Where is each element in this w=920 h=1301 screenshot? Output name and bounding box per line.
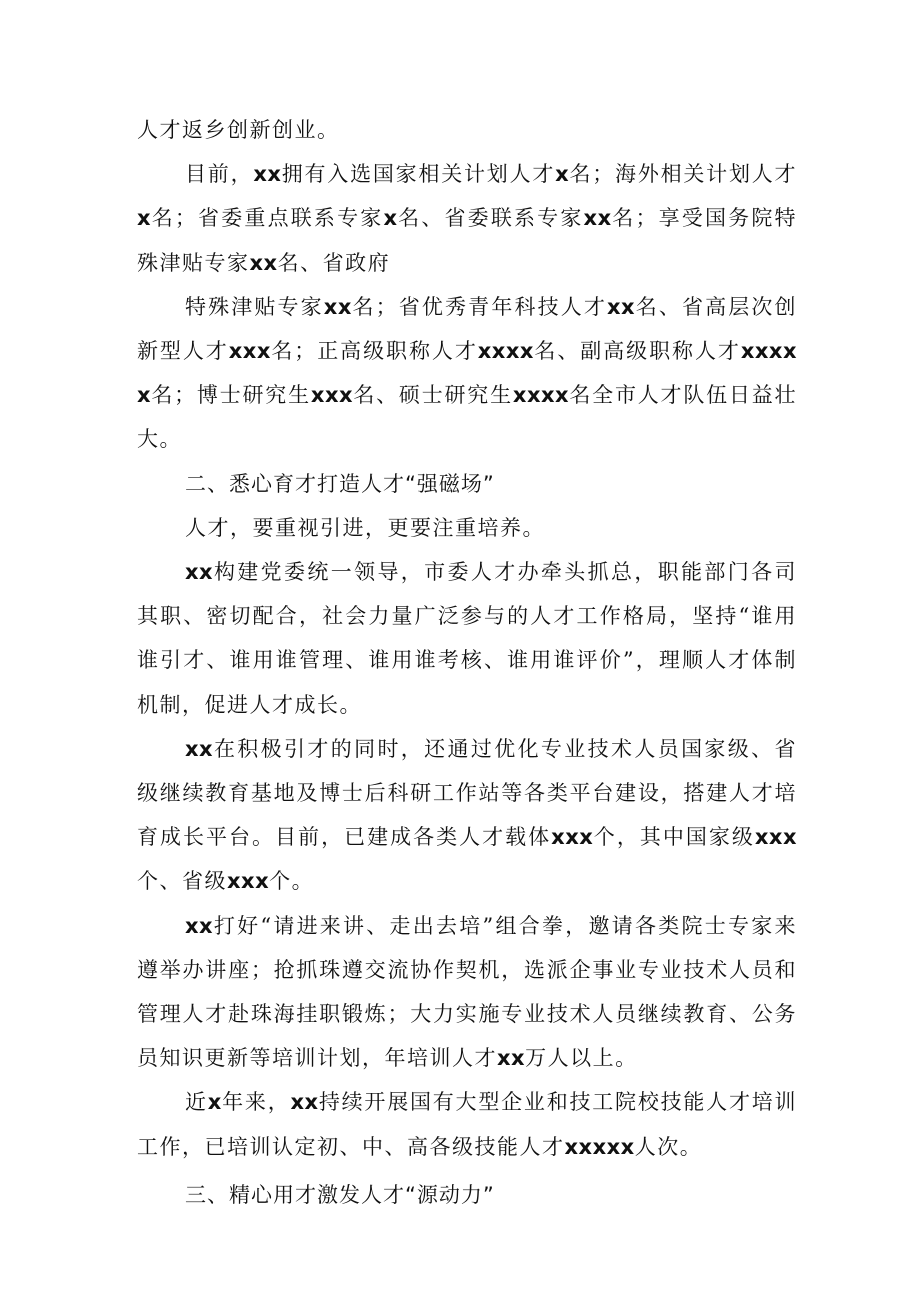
body-paragraph [137,285,797,462]
placeholder-value: xxxx [512,383,570,408]
placeholder-value: xx [253,162,282,187]
text-run: 近 [185,1090,208,1115]
placeholder-value: xx [606,294,636,319]
document-body [137,108,797,1217]
text-run: 个，其中国家级 [593,825,755,850]
placeholder-value: xxxxx [137,339,798,408]
body-paragraph [137,152,797,285]
placeholder-value: xx [185,560,214,585]
text-run: 个、省级 [137,869,227,894]
section-heading [137,462,797,506]
text-run: 名；博士研究生 [151,383,311,408]
placeholder-value: xx [185,913,214,938]
placeholder-value: xxxx [477,339,534,364]
text-run: 持续开展国有大型企业和技工院校技能人才培训工作，已培训认定初、中、高各级技能人才 [137,1090,798,1159]
placeholder-value: xx [249,250,278,275]
placeholder-value: xx [185,736,214,761]
text-run: 二、悉心育才打造人才“强磁场” [185,471,495,496]
text-run: 人次。 [634,1134,703,1159]
text-run: 名、省委联系专家 [397,206,584,231]
text-run: 年来， [221,1090,291,1115]
section-heading [137,1173,797,1217]
body-paragraph [137,108,797,152]
body-paragraph [137,1080,797,1168]
text-run: 名、硕士研究生 [353,383,513,408]
placeholder-value: xxx [227,869,270,894]
text-run: 三、精心用才激发人才“源动力” [185,1182,495,1207]
body-paragraph [137,727,797,904]
placeholder-value: xxx [310,383,354,408]
placeholder-value: xx [583,206,612,231]
body-paragraph [137,506,797,550]
placeholder-value: xxx [551,825,594,850]
text-run: 在积极引才的同时，还通过优化专业技术人员国家级、省级继续教育基地及博士后科研工作站等各类平台建设，搭建人才培育成长平台。目前，已建成各类人才载体 [137,736,797,850]
placeholder-value: x [383,206,398,231]
body-paragraph [137,550,797,727]
text-run: 打好“请进来讲、走出去培”组合拳，邀请各类院士专家来遵举办讲座；抢抓珠遵交流协作契机，选派企事业专业技术人员和管理人才赴珠海挂职锻炼；大力实施专业技术人员继续教育、公务员知识更新等培训计划，年培训人才 [137,913,797,1071]
placeholder-value: xx [290,1090,319,1115]
placeholder-value: xxx [754,825,798,850]
text-run: 名；海外相关计划人才 [569,162,798,187]
text-run: 名、副高级职称人才 [533,339,741,364]
text-run: 构建党委统一领导，市委人才办牵头抓总，职能部门各司其职、密切配合，社会力量广泛参与的人才工作格局，坚持“谁用谁引才、谁用谁管理、谁用谁考核、谁用谁评价”，理顺人才体制机制，促进人才成长。 [137,560,797,717]
placeholder-value: xx [323,294,352,319]
text-run: 人才，要重视引进，更要注重培养。 [185,515,545,540]
text-run: 名；省优秀青年科技人才 [351,294,607,319]
placeholder-value: xx [497,1046,526,1071]
text-run: 拥有入选国家相关计划人才 [281,162,556,187]
text-run: 特殊津贴专家 [185,294,324,319]
text-run: 个。 [269,869,315,894]
text-run: 名；省委重点联系专家 [151,206,384,231]
text-run: 名；享受国务院特殊津贴专家 [137,206,797,275]
text-run: 名；正高级职称人才 [270,339,478,364]
body-paragraph [137,904,797,1081]
placeholder-value: x [555,162,570,187]
placeholder-value: x [207,1090,222,1115]
placeholder-value: xxxxx [564,1134,635,1159]
text-run: 名、省高层次创新型人才 [137,294,798,364]
placeholder-value: xxx [228,339,271,364]
text-run: 名全市人才队伍日益壮大。 [137,383,798,452]
placeholder-value: x [137,206,152,231]
text-run: 名、省政府 [277,250,391,275]
text-run: 人才返乡创新创业。 [137,118,340,142]
text-run: 万人以上。 [525,1046,638,1071]
text-run: 目前， [185,162,254,187]
